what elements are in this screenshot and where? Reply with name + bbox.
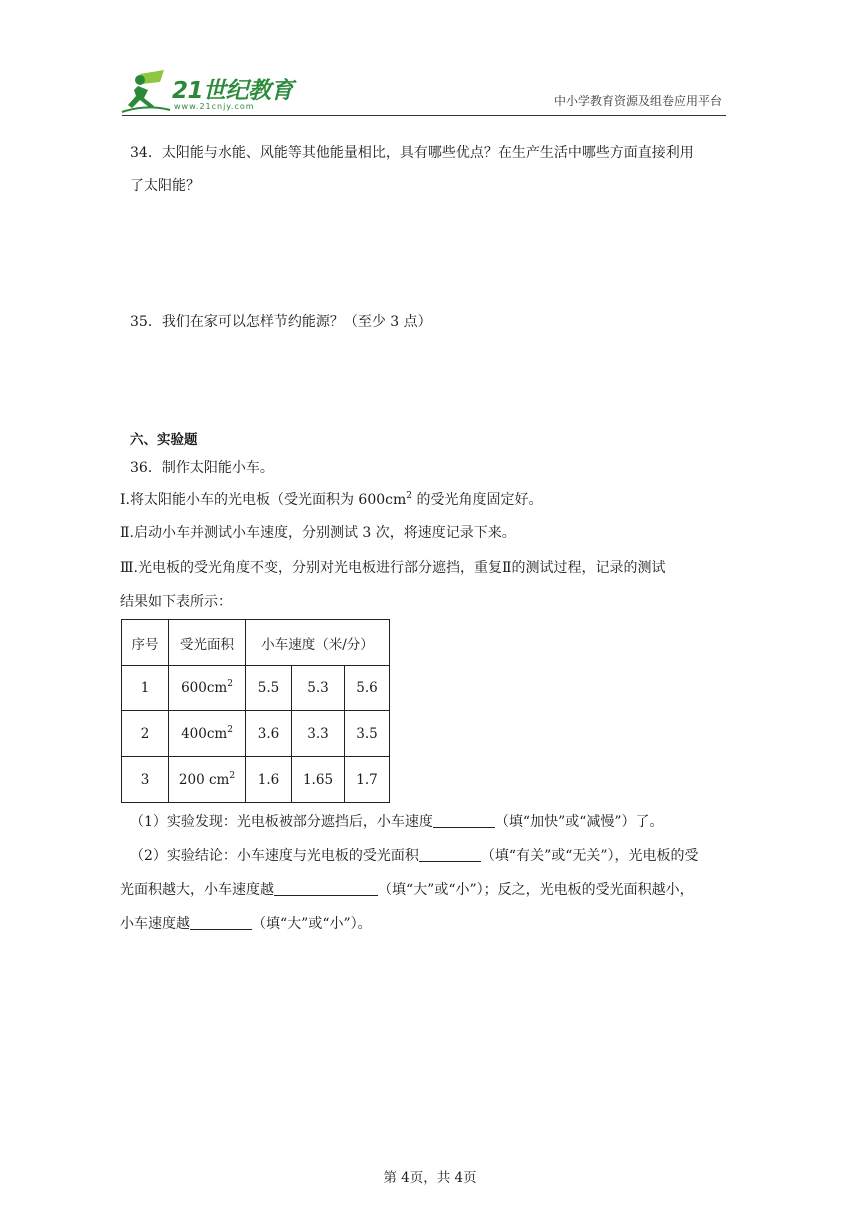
answer-blank[interactable] xyxy=(190,914,252,930)
area-value: 200 cm xyxy=(178,771,230,788)
page-footer: 第 4页，共 4页 xyxy=(383,1170,477,1186)
platform-name: 中小学教育资源及组卷应用平台 xyxy=(553,94,722,108)
sub-2-text: （2）实验结论：小车速度与光电板的受光面积 xyxy=(130,848,419,864)
cell-area xyxy=(169,711,246,757)
step-3-line-2: 结果如下表所示： xyxy=(120,594,232,610)
table-header-row xyxy=(122,620,390,666)
sub-question-2-line-1 xyxy=(130,846,699,866)
page-header xyxy=(120,62,730,118)
logo-url: www.21cnjy.com xyxy=(174,102,255,111)
cell-speed-1: 3.6 xyxy=(246,711,292,757)
superscript: 2 xyxy=(227,724,233,735)
question-34-line-1: 34．太阳能与水能、风能等其他能量相比，具有哪些优点？在生产生活中哪些方面直接利用 xyxy=(130,145,694,161)
cell-speed-2: 1.65 xyxy=(292,757,345,803)
sub-question-1 xyxy=(130,812,664,832)
answer-blank[interactable] xyxy=(419,846,481,862)
cell-speed-2: 5.3 xyxy=(292,666,345,711)
step-2: Ⅱ.启动小车并测试小车速度，分别测试 3 次，将速度记录下来。 xyxy=(120,525,516,541)
step-1-text-end: 的受光角度固定好。 xyxy=(412,492,543,508)
results-table xyxy=(121,619,390,803)
sub-2-text: 光面积越大，小车速度越 xyxy=(120,882,274,898)
sub-1-text: （1）实验发现：光电板被部分遮挡后，小车速度 xyxy=(130,814,433,830)
logo-text: 21世纪教育 xyxy=(172,78,294,104)
question-35: 35．我们在家可以怎样节约能源？（至少 3 点） xyxy=(130,314,432,330)
sub-2-text-end: （填“大”或“小”）；反之，光电板的受光面积越小， xyxy=(378,882,694,898)
section-title: 六、实验题 xyxy=(130,432,198,448)
logo xyxy=(120,68,300,118)
step-3-line-1: Ⅲ.光电板的受光角度不变，分别对光电板进行部分遮挡，重复Ⅱ的测试过程，记录的测试 xyxy=(120,560,666,576)
header-divider xyxy=(122,115,726,116)
runner-logo-icon xyxy=(120,68,172,114)
cell-speed-3: 1.7 xyxy=(345,757,390,803)
table-row xyxy=(122,711,390,757)
answer-blank[interactable] xyxy=(433,812,495,828)
area-value: 600cm xyxy=(181,680,228,696)
step-1-text: Ⅰ.将太阳能小车的光电板（受光面积为 600cm xyxy=(120,492,407,508)
sub-2-text-end: （填“大”或“小”）。 xyxy=(252,916,372,932)
question-36-title: 36．制作太阳能小车。 xyxy=(130,460,274,476)
cell-speed-1: 1.6 xyxy=(246,757,292,803)
cell-no: 3 xyxy=(122,757,169,803)
superscript: 2 xyxy=(229,770,236,781)
sub-2-text-end: （填“有关”或“无关”），光电板的受 xyxy=(480,848,699,864)
sub-question-2-line-2 xyxy=(120,880,694,900)
answer-blank[interactable] xyxy=(274,880,378,896)
sub-1-text-end: （填“加快”或“减慢”）了。 xyxy=(494,814,664,830)
superscript: 2 xyxy=(406,491,413,501)
superscript: 2 xyxy=(227,679,233,689)
cell-speed-3: 3.5 xyxy=(345,711,390,757)
cell-no: 2 xyxy=(122,711,169,757)
header-no: 序号 xyxy=(122,620,169,666)
sub-question-2-line-3 xyxy=(120,914,372,934)
cell-no: 1 xyxy=(122,666,169,711)
cell-speed-2: 3.3 xyxy=(292,711,345,757)
table-row xyxy=(122,666,390,711)
question-34-line-2: 了太阳能？ xyxy=(130,178,200,194)
cell-area xyxy=(169,666,246,711)
cell-speed-1: 5.5 xyxy=(246,666,292,711)
table-row xyxy=(122,757,390,803)
cell-area xyxy=(169,757,246,803)
sub-2-text: 小车速度越 xyxy=(120,916,190,932)
header-area: 受光面积 xyxy=(169,620,246,666)
step-1 xyxy=(120,490,542,510)
area-value: 400cm xyxy=(181,725,228,742)
cell-speed-3: 5.6 xyxy=(345,666,390,711)
header-speed: 小车速度（米/分） xyxy=(246,620,390,666)
